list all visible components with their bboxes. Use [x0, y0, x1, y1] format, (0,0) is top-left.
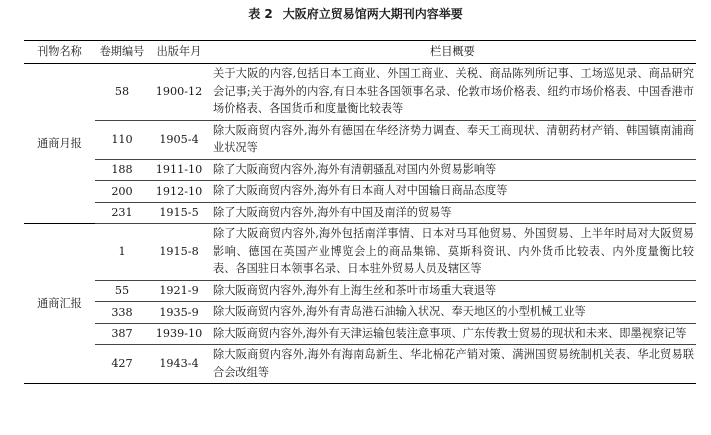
- volume-cell: 427: [95, 345, 149, 384]
- summary-cell: 除大阪商贸内容外,海外有青岛港石油输入状况、奉天地区的小型机械工业等: [209, 302, 696, 324]
- table-row: [24, 323, 696, 345]
- table-row: [24, 224, 696, 281]
- volume-cell: 387: [95, 323, 149, 345]
- date-cell: 1905-4: [149, 120, 209, 159]
- date-cell: 1935-9: [149, 302, 209, 324]
- table-row: [24, 120, 696, 159]
- header-date: 出版年月: [149, 41, 209, 64]
- table-row: [24, 202, 696, 224]
- summary-cell: 除大阪商贸内容外,海外有德国在华经济势力调查、奉天工商现状、清朝药材产销、韩国镇南浦商业状况等: [209, 120, 696, 159]
- header-publication: 刊物名称: [24, 41, 95, 64]
- volume-cell: 1: [95, 224, 149, 281]
- header-volume: 卷期编号: [95, 41, 149, 64]
- date-cell: 1912-10: [149, 181, 209, 203]
- table-number: 表 2: [248, 7, 273, 21]
- summary-cell: 除大阪商贸内容外,海外有海南岛新生、华北棉花产销对策、满洲国贸易统制机关表、华北贸易联合会改组等: [209, 345, 696, 384]
- summary-cell: 除了大阪商贸内容外,海外有日本商人对中国输日商品态度等: [209, 181, 696, 203]
- date-cell: 1939-10: [149, 323, 209, 345]
- volume-cell: 188: [95, 159, 149, 181]
- date-cell: 1915-5: [149, 202, 209, 224]
- date-cell: 1921-9: [149, 280, 209, 302]
- volume-cell: 231: [95, 202, 149, 224]
- volume-cell: 338: [95, 302, 149, 324]
- content-table: [24, 40, 696, 384]
- summary-cell: 除了大阪商贸内容外,海外有清朝骚乱对国内外贸易影响等: [209, 159, 696, 181]
- publication-name: 通商汇报: [24, 224, 95, 384]
- header-summary: 栏目概要: [209, 41, 696, 64]
- table-row: [24, 302, 696, 324]
- volume-cell: 200: [95, 181, 149, 203]
- table-row: [24, 159, 696, 181]
- summary-cell: 除了大阪商贸内容外,海外有中国及南洋的贸易等: [209, 202, 696, 224]
- date-cell: 1900-12: [149, 64, 209, 121]
- summary-cell: 除大阪商贸内容外,海外有天津运输包装注意事项、广东传教士贸易的现状和未来、即墨视察记等: [209, 323, 696, 345]
- volume-cell: 58: [95, 64, 149, 121]
- table-row: [24, 181, 696, 203]
- table-row: [24, 280, 696, 302]
- date-cell: 1915-8: [149, 224, 209, 281]
- table-header-row: [24, 41, 696, 64]
- table-caption: [0, 6, 711, 22]
- table-row: [24, 345, 696, 384]
- date-cell: 1943-4: [149, 345, 209, 384]
- summary-cell: 关于大阪的内容,包括日本工商业、外国工商业、关税、商品陈列所记事、工场巡见录、商品研究会记事;关于海外的内容,有日本驻各国领事名录、伦敦市场价格表、纽约市场价格表、中国香港市场价格表、各国货币和度量衡比较表等: [209, 64, 696, 121]
- table-row: [24, 64, 696, 121]
- publication-name: 通商月报: [24, 64, 95, 224]
- volume-cell: 110: [95, 120, 149, 159]
- summary-cell: 除了大阪商贸内容外,海外包括南洋事情、日本对马耳他贸易、外国贸易、上半年时局对大阪贸易影响、德国在英国产业博览会上的商品集锦、莫斯科资讯、内外货币比较表、内外度量衡比较表、各国驻日本领事名录、日本驻外贸易人员及辖区等: [209, 224, 696, 281]
- date-cell: 1911-10: [149, 159, 209, 181]
- table-title: 大阪府立贸易馆两大期刊内容举要: [282, 7, 463, 21]
- summary-cell: 除大阪商贸内容外,海外有上海生丝和茶叶市场重大衰退等: [209, 280, 696, 302]
- volume-cell: 55: [95, 280, 149, 302]
